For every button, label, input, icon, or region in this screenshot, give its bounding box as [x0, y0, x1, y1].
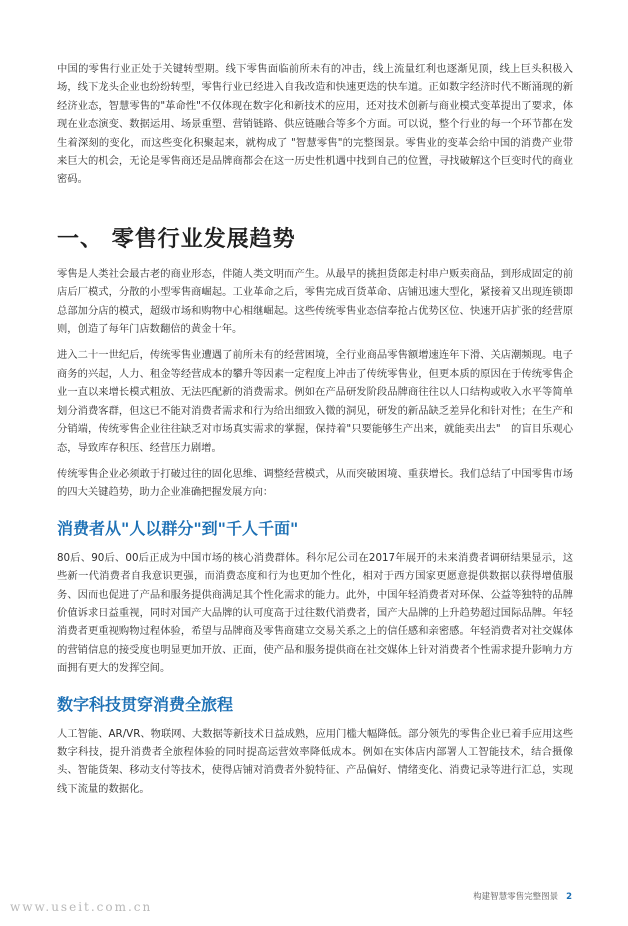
- section-paragraph-1: 零售是人类社会最古老的商业形态，伴随人类文明而产生。从最早的挑担货郎走村串户贩卖商品，到形成固定的前店后厂模式，分散的小型零售商崛起。工业革命之后，零售完成百货革命、店铺迅速大型化，紧接着又出现连锁即总部加分店的模式，超级市场和购物中心相继崛起。这些传统零售业态信奉抢占优势区位、快速开店扩张的经营原则，创造了每年门店数翻倍的黄金十年。: [57, 267, 573, 336]
- page-number: 2: [566, 892, 572, 902]
- page-footer: [473, 890, 572, 902]
- subsection-paragraph-consumers: 80后、90后、00后正成为中国市场的核心消费群体。科尔尼公司在2017年展开的未来消费者调研结果显示，这些新一代消费者自我意识更强，而消费态度和行为也更加个性化，相对于西方国家更愿意提供数据以获得增值服务、因而也促进了产品和服务提供商满足其个性化需求的能力。此外，中国年轻消费者对环保、公益等独特的品牌价值诉求日益重视，同时对国产大品牌的认可度高于过往数代消费者，国产大品牌的上升趋势超过国际品牌。年轻消费者更重视购物过程体验，希望与品牌商及零售商建立交易关系之上的信任感和亲密感。年轻消费者对社交媒体的营销信息的接受度也明显更加开放、正面，使产品和服务提供商在社交媒体上针对消费者个性需求提升影响力方面拥有更大的发挥空间。: [57, 551, 573, 675]
- subsection-paragraph-digital: 人工智能、AR/VR、物联网、大数据等新技术日益成熟，应用门槛大幅降低。部分领先的零售企业已着手应用这些数字科技，提升消费者全旅程体验的同时提高运营效率降低成本。例如在实体店内部署人工智能技术，结合摄像头、智能货架、移动支付等技术，使得店铺对消费者外貌特征、产品偏好、情绪变化、消费记录等进行汇总，实现线下流量的数据化。: [57, 727, 573, 795]
- subsection-title-consumers: 消费者从"人以群分"到"千人千面": [57, 518, 299, 538]
- section-title: 一、 零售行业发展趋势: [57, 226, 296, 252]
- intro-paragraph: 中国的零售行业正处于关键转型期。线下零售面临前所未有的冲击，线上流量红利也逐渐见顶，线上巨头积极入场，线下龙头企业也纷纷转型，零售行业已经进入自我改造和快速更迭的快车道。正如数字经济时代不断涌现的新经济业态，智慧零售的"革命性"不仅体现在数字化和新技术的应用，还对技术创新与商业模式变革提出了要求，体现在业态演变、数据运用、场景重塑、营销链路、供应链融合等多个方面。可以说，整个行业的每一个环节都在发生着深刻的变化，而这些变化积聚起来，就构成了 "智慧零售"的完整图景。零售业的变革会给中国的消费产业带来巨大的机会，无论是零售商还是品牌商都会在这一历史性机遇中找到自己的位置，寻找破解这个巨变时代的商业密码。: [57, 63, 573, 186]
- footer-doc-title: 构建智慧零售完整图景: [473, 892, 559, 902]
- section-paragraph-3: 传统零售企业必须敢于打破过往的固化思维、调整经营模式，从而突破困境、重获增长。我们总结了中国零售市场的四大关键趋势，助力企业准确把握发展方向：: [57, 467, 573, 499]
- section-paragraph-2: 进入二十一世纪后，传统零售业遭遇了前所未有的经营困境，全行业商品零售额增速连年下滑、关店潮频现。电子商务的兴起，人力、租金等经营成本的攀升等因素一定程度上冲击了传统零售业，但更本质的原因在于传统零售企业一直以来增长模式粗放、无法匹配新的消费需求。例如在产品研发阶段品牌商往往以人口结构或收入水平等简单划分消费客群，但这已不能对消费者需求和行为给出细致入微的洞见，研发的新品缺乏差异化和针对性；在生产和分销端，传统零售企业往往缺乏对市场真实需求的掌握，保持着"只要能够生产出来，就能卖出去" 的盲目乐观心态，导致库存积压、经营压力剧增。: [57, 349, 573, 454]
- page-content: [57, 60, 573, 806]
- watermark: www.useit.com.cn: [10, 900, 153, 914]
- subsection-title-digital: 数字科技贯穿消费全旅程: [57, 694, 234, 714]
